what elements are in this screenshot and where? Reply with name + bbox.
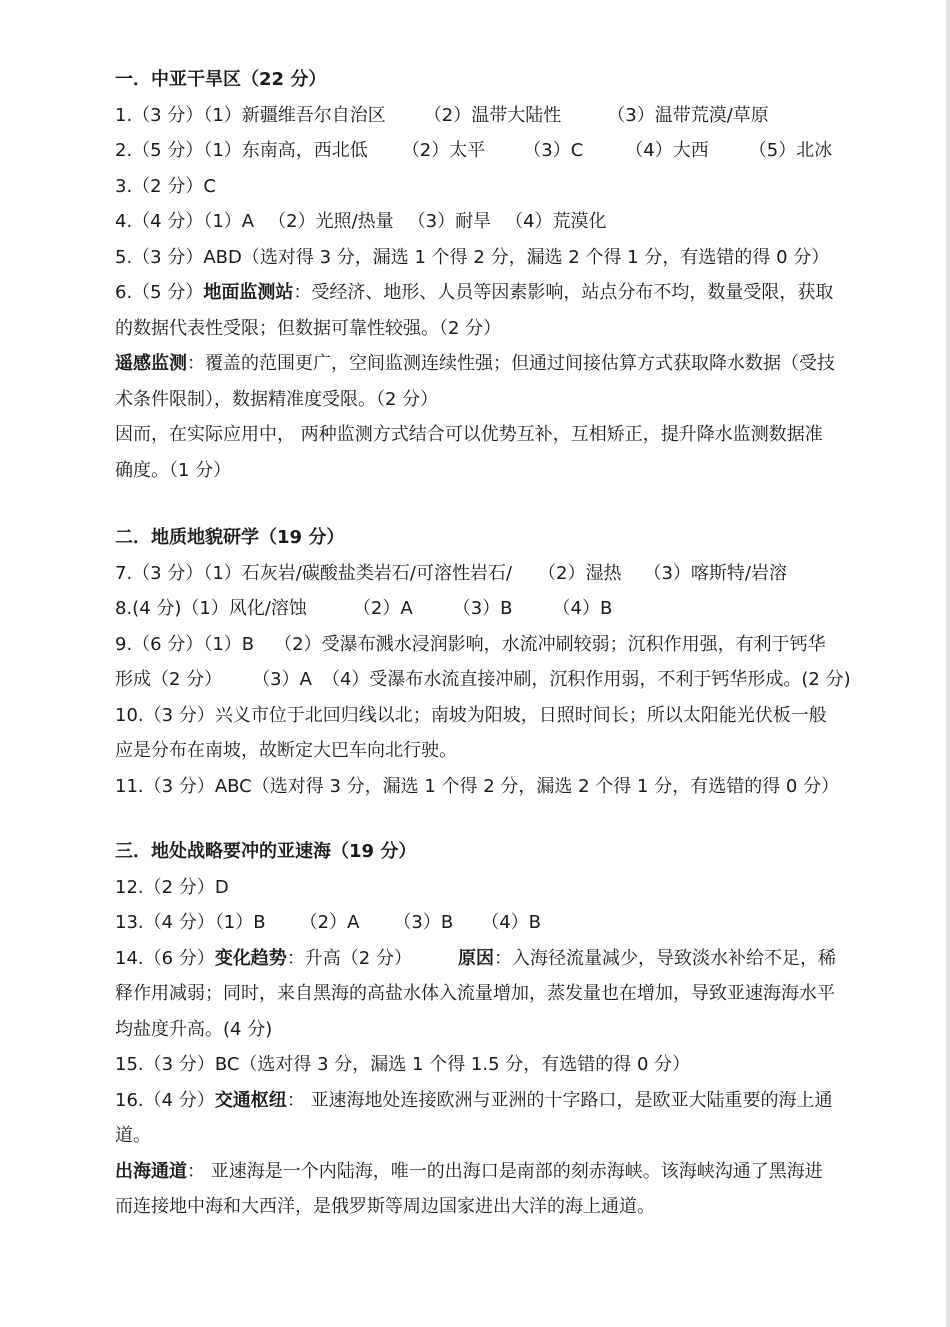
- q2-answer-5: （5）北冰: [748, 140, 833, 161]
- q6-text-1a: ：受经济、地形、人员等因素影响，站点分布不均，数量受限，获取: [293, 282, 834, 303]
- page-edge: [946, 0, 950, 1327]
- q10-number: 10.（3 分）: [115, 704, 215, 726]
- answer-q1: [115, 98, 895, 134]
- section-gap: [115, 488, 895, 520]
- q1-number: 1.（3 分）: [115, 104, 204, 126]
- q9-answer-2: （2）受瀑布溅水浸润影响，水流冲刷较弱；沉积作用强，有利于钙华: [274, 633, 826, 655]
- q6-text-2a: ：覆盖的范围更广，空间监测连续性强；但通过间接估算方式获取降水数据（受技: [187, 353, 835, 374]
- q3-number: 3.（2 分）: [115, 175, 204, 197]
- answer-q11: [115, 769, 895, 805]
- answer-q8: [115, 591, 895, 627]
- q6-keyword-ground-station: 地面监测站: [203, 282, 294, 303]
- q11-answer: ABC（选对得 3 分，漏选 1 个得 2 分，漏选 2 个得 1 分，有选错的得 0 分）: [214, 775, 840, 797]
- q7-number: 7.（3 分）: [115, 562, 204, 584]
- answer-q16-line-4: 而连接地中海和大西洋，是俄罗斯等周边国家进出大洋的海上通道。: [115, 1196, 655, 1217]
- answer-q16-line-3: [115, 1154, 895, 1190]
- answer-q12: [115, 870, 895, 906]
- answer-q10-line-1: [115, 698, 895, 734]
- answer-q7: [115, 556, 895, 592]
- q14-text-1: ：升高（2 分）: [286, 947, 412, 969]
- answer-q16-line-2: 道。: [115, 1125, 151, 1146]
- answer-q13: [115, 905, 895, 941]
- section-gap: [115, 804, 895, 834]
- q2-number: 2.（5 分）: [115, 140, 204, 161]
- answer-q6-line-5: 因而，在实际应用中， 两种监测方式结合可以优势互补，互相矫正，提升降水监测数据准: [115, 424, 823, 445]
- q12-number: 12.（2 分）: [115, 876, 215, 898]
- q13-answer-2: （2）A: [299, 912, 360, 933]
- answer-q9-line-2: [115, 662, 895, 698]
- answer-document: [115, 62, 895, 1225]
- q5-number: 5.（3 分）: [115, 246, 204, 268]
- q13-answer-4: （4）B: [481, 912, 542, 933]
- answer-q9-line-1: [115, 627, 895, 663]
- q15-answer: BC（选对得 3 分，漏选 1 个得 1.5 分，有选错的得 0 分）: [214, 1054, 691, 1075]
- answer-q6-line-3: [115, 346, 895, 382]
- q7-answer-1: （1）石灰岩/碳酸盐类岩石/可溶性岩石/: [203, 562, 513, 584]
- q3-answer: C: [203, 175, 216, 197]
- q4-answer-3: （3）耐旱: [407, 211, 492, 232]
- q6-number: 6.（5 分）: [115, 282, 204, 303]
- answer-q5: [115, 240, 895, 276]
- q9-answer-3: （3）A: [252, 669, 312, 690]
- q5-answer: ABD（选对得 3 分，漏选 1 个得 2 分，漏选 2 个得 1 分，有选错的得 0 分）: [203, 246, 830, 268]
- section-3-title: 三．地处战略要冲的亚速海（19 分）: [115, 841, 417, 862]
- q2-answer-4: （4）大西: [625, 140, 709, 161]
- answer-q14-line-2: 释作用减弱；同时，来自黑海的高盐水体入流量增加，蒸发量也在增加，导致亚速海海水平: [115, 983, 835, 1004]
- q9-answer-2-cont: 形成（2 分）: [115, 669, 223, 690]
- answer-q4: [115, 204, 895, 240]
- q14-number: 14.（6 分）: [115, 947, 215, 969]
- answer-q10-line-2: 应是分布在南坡，故断定大巴车向北行驶。: [115, 740, 457, 761]
- q4-answer-4: （4）荒漠化: [505, 211, 607, 232]
- answer-q14-line-1: [115, 941, 895, 977]
- q8-answer-2: （2）A: [352, 598, 413, 619]
- q11-number: 11.（3 分）: [115, 775, 215, 797]
- q16-number: 16.（4 分）: [115, 1089, 215, 1111]
- q1-answer-2: （2）温带大陆性: [423, 104, 562, 126]
- q9-answer-1: （1）B: [203, 633, 255, 655]
- q15-number: 15.（3 分）: [115, 1054, 215, 1075]
- answer-q6-line-1: [115, 275, 895, 311]
- q4-answer-1: （1）A: [203, 211, 255, 232]
- q2-answer-1: （1）东南高，西北低: [203, 140, 368, 161]
- q14-keyword-reason: 原因: [458, 947, 494, 969]
- answer-q2: [115, 133, 895, 169]
- answer-q3: [115, 169, 895, 205]
- q16-keyword-hub: 交通枢纽: [214, 1089, 287, 1111]
- q12-answer: D: [214, 876, 229, 898]
- q16-text-1: ： 亚速海地处连接欧洲与亚洲的十字路口，是欧亚大陆重要的海上通: [286, 1089, 833, 1111]
- answer-q6-line-4: 术条件限制），数据精准度受限。（2 分）: [115, 388, 439, 410]
- q16-text-2: ： 亚速海是一个内陆海，唯一的出海口是南部的刻赤海峡。该海峡沟通了黑海进: [187, 1160, 823, 1182]
- q1-answer-3: （3）温带荒漠/草原: [607, 104, 769, 126]
- q7-answer-3: （3）喀斯特/岩溶: [643, 562, 787, 584]
- q13-answer-3: （3）B: [393, 912, 454, 933]
- answer-q16-line-1: [115, 1083, 895, 1119]
- section-2-title: 二．地质地貌研学（19 分）: [115, 527, 345, 548]
- q7-answer-2: （2）湿热: [538, 562, 622, 584]
- answer-q14-line-3: 均盐度升高。(4 分): [115, 1018, 273, 1040]
- q9-answer-4: （4）受瀑布水流直接冲刷，沉积作用弱，不利于钙华形成。(2 分): [321, 669, 851, 690]
- q4-answer-2: （2）光照/热量: [268, 211, 394, 232]
- q8-number: 8.(4 分): [115, 598, 182, 619]
- q2-answer-3: （3）C: [523, 140, 584, 161]
- q13-answer-1: （1）B: [214, 912, 266, 933]
- q9-number: 9.（6 分）: [115, 633, 204, 655]
- q10-text-1: 兴义市位于北回归线以北；南坡为阳坡，日照时间长；所以太阳能光伏板一般: [214, 704, 827, 726]
- q4-number: 4.（4 分）: [115, 211, 204, 232]
- answer-q15: [115, 1047, 895, 1083]
- q14-text-2: ：入海径流量减少，导致淡水补给不足，稀: [494, 947, 836, 969]
- q1-answer-1: （1）新疆维吾尔自治区: [203, 104, 386, 126]
- q8-answer-3: （3）B: [452, 598, 513, 619]
- q16-keyword-sea-outlet: 出海通道: [115, 1160, 187, 1182]
- answer-q6-line-2: 的数据代表性受限；但数据可靠性较强。（2 分）: [115, 317, 502, 339]
- q2-answer-2: （2）太平: [401, 140, 486, 161]
- section-1-title: 一．中亚干旱区（22 分）: [115, 69, 327, 90]
- answer-q6-line-6: 确度。（1 分）: [115, 459, 232, 481]
- q8-answer-1: （1）风化/溶蚀: [181, 598, 307, 619]
- q6-keyword-remote-sensing: 遥感监测: [115, 353, 187, 374]
- q14-keyword-trend: 变化趋势: [214, 947, 287, 969]
- q8-answer-4: （4）B: [552, 598, 613, 619]
- q13-number: 13.（4 分）: [115, 912, 215, 933]
